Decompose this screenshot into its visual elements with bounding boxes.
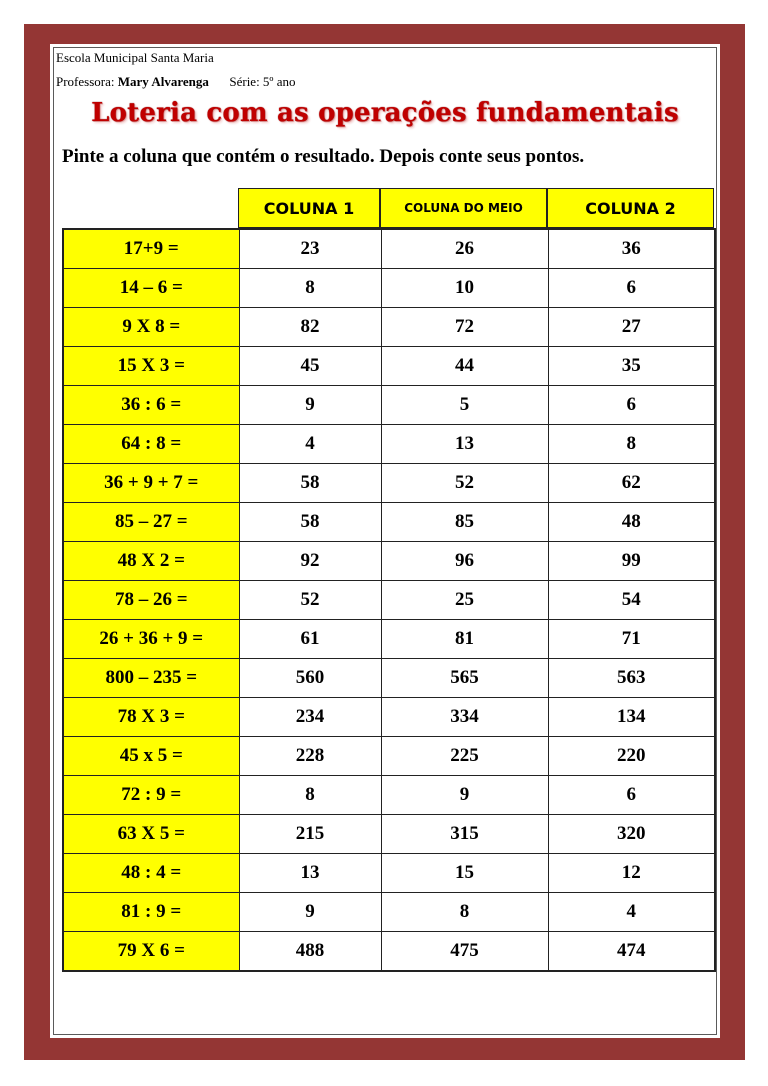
- column-2-cell[interactable]: 563: [548, 659, 715, 698]
- operation-cell: 800 – 235 =: [63, 659, 239, 698]
- column-middle-cell[interactable]: 52: [381, 464, 548, 503]
- column-2-cell[interactable]: 12: [548, 854, 715, 893]
- table-row: [63, 659, 715, 698]
- table-row: [63, 815, 715, 854]
- operation-cell: 64 : 8 =: [63, 425, 239, 464]
- column-middle-cell[interactable]: 85: [381, 503, 548, 542]
- operation-cell: 45 x 5 =: [63, 737, 239, 776]
- column-2-cell[interactable]: 134: [548, 698, 715, 737]
- column-2-cell[interactable]: 62: [548, 464, 715, 503]
- column-1-cell[interactable]: 58: [239, 464, 381, 503]
- school-name: Escola Municipal Santa Maria: [56, 50, 214, 65]
- table-row: [63, 776, 715, 815]
- column-header-1: COLUNA 1: [238, 188, 380, 228]
- operation-cell: 14 – 6 =: [63, 269, 239, 308]
- operation-cell: 36 + 9 + 7 =: [63, 464, 239, 503]
- table-row: [63, 229, 715, 269]
- column-1-cell[interactable]: 23: [239, 229, 381, 269]
- column-middle-cell[interactable]: 475: [381, 932, 548, 972]
- table-row: [63, 581, 715, 620]
- column-1-cell[interactable]: 45: [239, 347, 381, 386]
- operation-cell: 48 : 4 =: [63, 854, 239, 893]
- column-2-cell[interactable]: 320: [548, 815, 715, 854]
- column-1-cell[interactable]: 8: [239, 776, 381, 815]
- operation-cell: 36 : 6 =: [63, 386, 239, 425]
- worksheet: [50, 44, 720, 1038]
- column-1-cell[interactable]: 215: [239, 815, 381, 854]
- column-2-cell[interactable]: 474: [548, 932, 715, 972]
- column-2-cell[interactable]: 99: [548, 542, 715, 581]
- table-row: [63, 854, 715, 893]
- column-middle-cell[interactable]: 72: [381, 308, 548, 347]
- column-1-cell[interactable]: 13: [239, 854, 381, 893]
- table-row: [63, 893, 715, 932]
- column-1-cell[interactable]: 560: [239, 659, 381, 698]
- operation-cell: 72 : 9 =: [63, 776, 239, 815]
- table-row: [63, 698, 715, 737]
- column-middle-cell[interactable]: 9: [381, 776, 548, 815]
- operation-cell: 81 : 9 =: [63, 893, 239, 932]
- table-row: [63, 464, 715, 503]
- column-1-cell[interactable]: 9: [239, 386, 381, 425]
- column-middle-cell[interactable]: 225: [381, 737, 548, 776]
- column-1-cell[interactable]: 52: [239, 581, 381, 620]
- operation-cell: 78 X 3 =: [63, 698, 239, 737]
- table-row: [63, 308, 715, 347]
- instruction-text: Pinte a coluna que contém o resultado. Depois conte seus pontos.: [62, 146, 585, 167]
- column-middle-cell[interactable]: 10: [381, 269, 548, 308]
- column-header-middle: COLUNA DO MEIO: [380, 188, 547, 228]
- grade-label: Série: 5º ano: [229, 74, 296, 89]
- operation-cell: 15 X 3 =: [63, 347, 239, 386]
- column-2-cell[interactable]: 27: [548, 308, 715, 347]
- table-row: [63, 269, 715, 308]
- column-1-cell[interactable]: 228: [239, 737, 381, 776]
- column-middle-cell[interactable]: 25: [381, 581, 548, 620]
- column-1-cell[interactable]: 61: [239, 620, 381, 659]
- column-2-cell[interactable]: 6: [548, 386, 715, 425]
- teacher-label: Professora:: [56, 74, 115, 89]
- operation-cell: 17+9 =: [63, 229, 239, 269]
- table-row: [63, 347, 715, 386]
- column-1-cell[interactable]: 9: [239, 893, 381, 932]
- column-middle-cell[interactable]: 26: [381, 229, 548, 269]
- page-title: Loteria com as operações fundamentais: [91, 98, 679, 128]
- operation-cell: 9 X 8 =: [63, 308, 239, 347]
- column-middle-cell[interactable]: 13: [381, 425, 548, 464]
- column-middle-cell[interactable]: 315: [381, 815, 548, 854]
- column-2-cell[interactable]: 71: [548, 620, 715, 659]
- column-1-cell[interactable]: 82: [239, 308, 381, 347]
- column-1-cell[interactable]: 4: [239, 425, 381, 464]
- column-2-cell[interactable]: 36: [548, 229, 715, 269]
- operation-cell: 48 X 2 =: [63, 542, 239, 581]
- column-middle-cell[interactable]: 565: [381, 659, 548, 698]
- column-2-cell[interactable]: 220: [548, 737, 715, 776]
- column-2-cell[interactable]: 8: [548, 425, 715, 464]
- column-header-2: COLUNA 2: [547, 188, 714, 228]
- column-middle-cell[interactable]: 334: [381, 698, 548, 737]
- column-middle-cell[interactable]: 5: [381, 386, 548, 425]
- operation-cell: 26 + 36 + 9 =: [63, 620, 239, 659]
- column-middle-cell[interactable]: 44: [381, 347, 548, 386]
- table-row: [63, 620, 715, 659]
- column-middle-cell[interactable]: 8: [381, 893, 548, 932]
- operation-cell: 79 X 6 =: [63, 932, 239, 972]
- table-row: [63, 425, 715, 464]
- table-row: [63, 737, 715, 776]
- column-middle-cell[interactable]: 96: [381, 542, 548, 581]
- column-1-cell[interactable]: 58: [239, 503, 381, 542]
- column-2-cell[interactable]: 4: [548, 893, 715, 932]
- column-2-cell[interactable]: 54: [548, 581, 715, 620]
- teacher-name: Mary Alvarenga: [117, 74, 209, 89]
- column-2-cell[interactable]: 48: [548, 503, 715, 542]
- column-middle-cell[interactable]: 15: [381, 854, 548, 893]
- operation-cell: 63 X 5 =: [63, 815, 239, 854]
- column-1-cell[interactable]: 92: [239, 542, 381, 581]
- column-2-cell[interactable]: 6: [548, 776, 715, 815]
- operation-cell: 85 – 27 =: [63, 503, 239, 542]
- column-middle-cell[interactable]: 81: [381, 620, 548, 659]
- table-row: [63, 932, 715, 972]
- column-1-cell[interactable]: 488: [239, 932, 381, 972]
- column-2-cell[interactable]: 6: [548, 269, 715, 308]
- table-row: [63, 386, 715, 425]
- teacher-line: [56, 74, 295, 90]
- column-1-cell[interactable]: 8: [239, 269, 381, 308]
- table-row: [63, 503, 715, 542]
- operation-cell: 78 – 26 =: [63, 581, 239, 620]
- column-2-cell[interactable]: 35: [548, 347, 715, 386]
- table-row: [63, 542, 715, 581]
- lottery-table: [62, 228, 716, 972]
- column-1-cell[interactable]: 234: [239, 698, 381, 737]
